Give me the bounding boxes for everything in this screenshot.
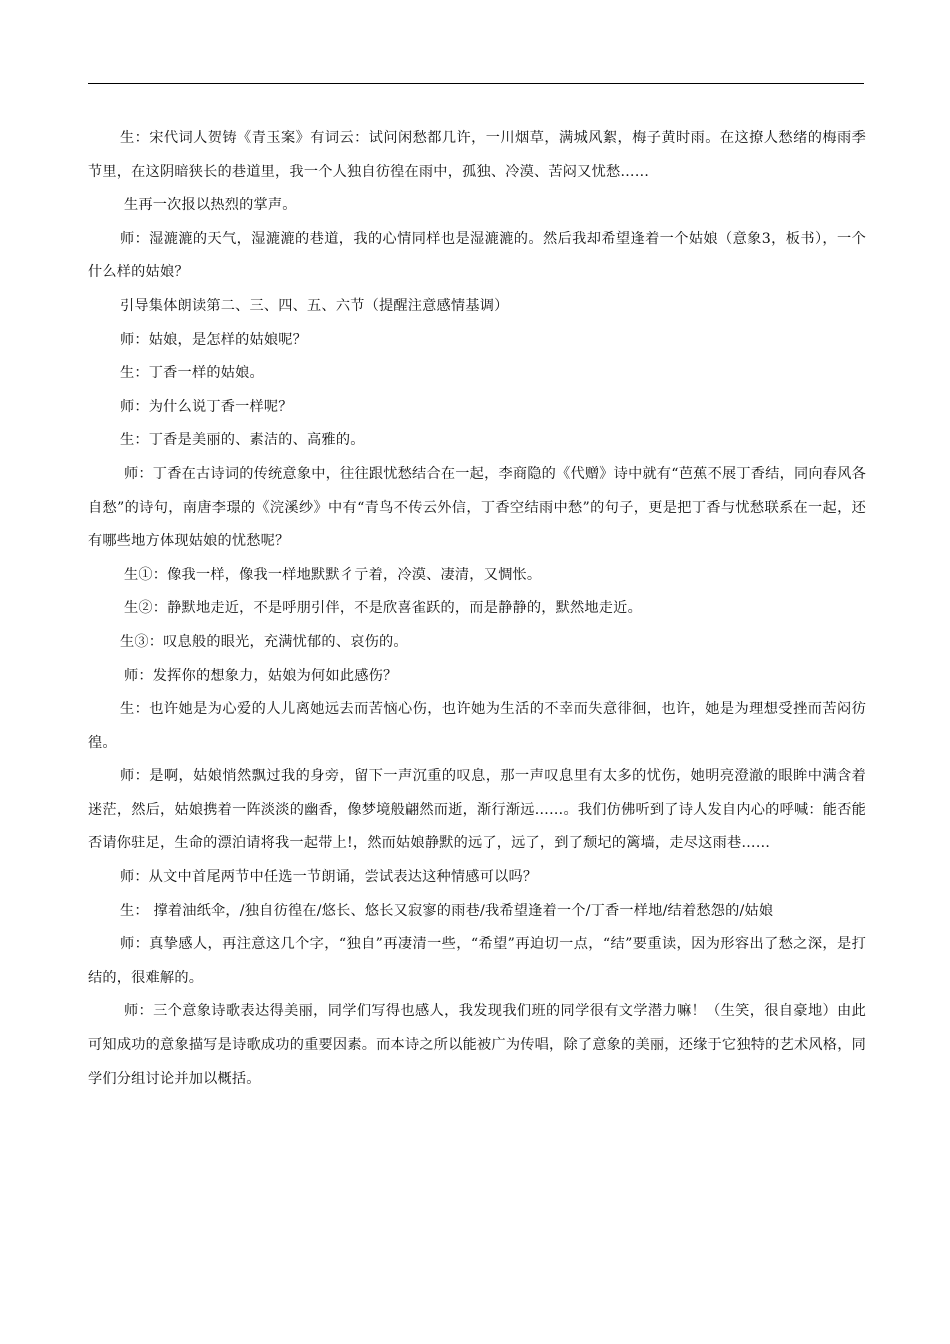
- paragraph-13: 师：发挥你的想象力，姑娘为何如此感伤？: [124, 667, 398, 684]
- paragraph-11: 生②：静默地走近，不是呼朋引伴，不是欣喜雀跃的，而是静静的，默然地走近。: [124, 600, 642, 617]
- paragraph-6: 生：丁香一样的姑娘。: [120, 365, 264, 382]
- document-body: [88, 122, 866, 1096]
- paragraph-4: 引导集体朗读第二、三、四、五、六节（提醒注意感情基调）: [120, 297, 509, 314]
- paragraph-18: 师：真挚感人，再注意这几个字，“独自”再凄清一些，“希望”再迫切一点，“结”要重读，因为形容出了愁之深，是打结的，很难解的。: [88, 936, 866, 986]
- paragraph-7: 师：为什么说丁香一样呢？: [120, 398, 293, 415]
- paragraph-8: 生：丁香是美丽的、素洁的、高雅的。: [120, 432, 365, 449]
- paragraph-14: 生：也许她是为心爱的人儿离她远去而苦恼心伤，也许她为生活的不幸而失意徘徊，也许，她是为理想受挫而苦闷彷徨。: [88, 701, 866, 751]
- paragraph-16: 师：从文中首尾两节中任选一节朗诵，尝试表达这种情感可以吗？: [120, 869, 538, 886]
- paragraph-2: 生再一次报以热烈的掌声。: [124, 197, 297, 214]
- paragraph-5: 师：姑娘，是怎样的姑娘呢？: [120, 331, 308, 348]
- paragraph-3: 师：湿漉漉的天气，湿漉漉的巷道，我的心情同样也是湿漉漉的。然后我却希望逢着一个姑娘（意象3，板书），一个什么样的姑娘？: [88, 230, 866, 281]
- paragraph-9: 师：丁香在古诗词的传统意象中，往往跟忧愁结合在一起，李商隐的《代赠》诗中就有“芭蕉不展丁香结，同向春风各自愁”的诗句，南唐李璟的《浣溪纱》中有“青鸟不传云外信，丁香空结雨中愁”的句子，更是把丁香与忧愁联系在一起，还有哪些地方体现姑娘的忧愁呢？: [88, 465, 866, 550]
- paragraph-1: 生：宋代词人贺铸《青玉案》有词云：试问闲愁都几许，一川烟草，满城风絮，梅子黄时雨。在这撩人愁绪的梅雨季节里，在这阴暗狭长的巷道里，我一个人独自彷徨在雨中，孤独、冷漠、苦闷又忧愁……: [88, 130, 866, 180]
- header-rule: [88, 83, 864, 84]
- paragraph-10: 生①：像我一样，像我一样地默默彳亍着，冷漠、凄清，又惆怅。: [124, 566, 542, 583]
- paragraph-12: 生③：叹息般的眼光，充满忧郁的、哀伤的。: [120, 633, 408, 650]
- paragraph-17: 生： 撑着油纸伞，/独自彷徨在/悠长、悠长又寂寥的雨巷/我希望逢着一个/丁香一样地/结着愁怨的/姑娘: [120, 902, 774, 919]
- paragraph-19: 师：三个意象诗歌表达得美丽，同学们写得也感人，我发现我们班的同学很有文学潜力嘛！（生笑，很自豪地）由此可知成功的意象描写是诗歌成功的重要因素。而本诗之所以能被广为传唱，除了意象的美丽，还缘于它独特的艺术风格，同学们分组讨论并加以概括。: [88, 1003, 866, 1087]
- paragraph-15: 师：是啊，姑娘悄然飘过我的身旁，留下一声沉重的叹息，那一声叹息里有太多的忧伤，她明亮澄澈的眼眸中满含着迷茫，然后，姑娘携着一阵淡淡的幽香，像梦境般翩然而逝，渐行渐远……。我们仿佛听到了诗人发自内心的呼喊：能否能否请你驻足，生命的漂泊请将我一起带上!，然而姑娘静默的远了，远了，到了颓圮的篱墙，走尽这雨巷……: [88, 768, 866, 852]
